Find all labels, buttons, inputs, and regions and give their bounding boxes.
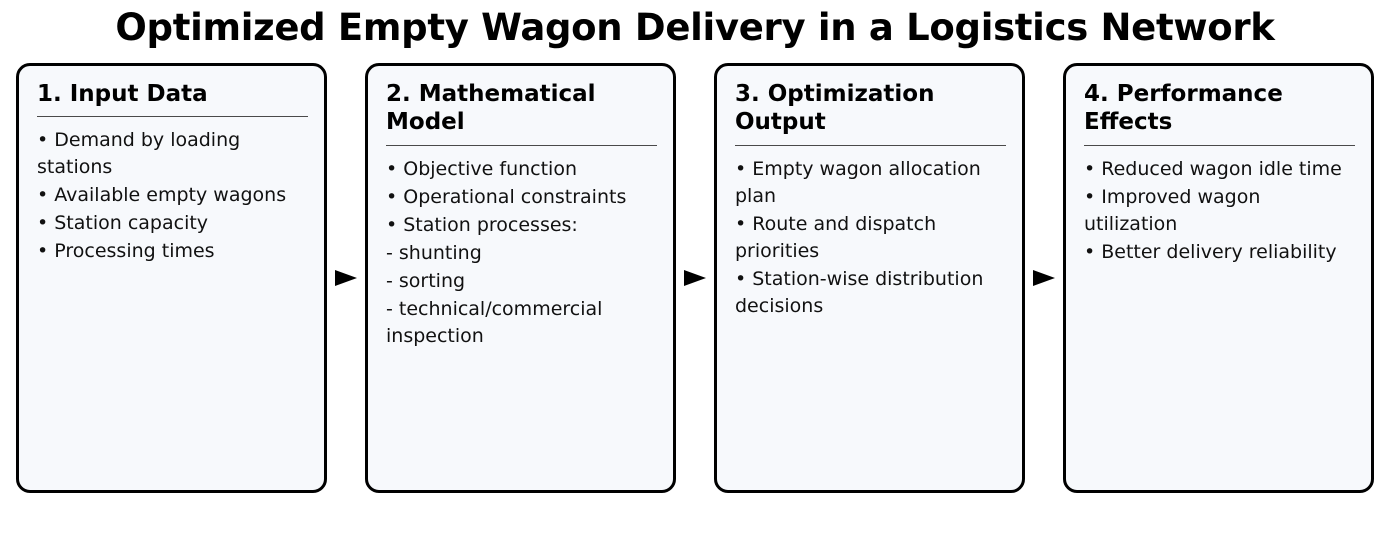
- list-item: - sorting: [386, 270, 466, 293]
- stage-box-input-data: [16, 63, 327, 493]
- heading-divider: [386, 145, 657, 146]
- stage-heading: 4. Performance Effects: [1084, 80, 1283, 136]
- stage-item-list: [386, 156, 657, 351]
- list-item: • Operational constraints: [386, 186, 627, 209]
- arrow-right-icon: [333, 265, 359, 291]
- list-item: - shunting: [386, 242, 482, 265]
- list-item: • Reduced wagon idle time: [1084, 158, 1342, 181]
- arrow-2-to-3: [676, 63, 714, 493]
- arrow-right-icon: [682, 265, 708, 291]
- list-item: • Station processes:: [386, 214, 578, 237]
- list-item: • Station capacity: [37, 212, 209, 235]
- list-item: • Available empty wagons: [37, 184, 287, 207]
- stage-item-list: [1084, 156, 1355, 267]
- list-item: • Demand by loading stations: [37, 129, 241, 179]
- page-title: Optimized Empty Wagon Delivery in a Logistics Network: [115, 6, 1275, 49]
- list-item: • Route and dispatch priorities: [735, 213, 937, 263]
- list-item: • Processing times: [37, 240, 215, 263]
- stage-box-mathematical-model: [365, 63, 676, 493]
- stage-heading: 1. Input Data: [37, 80, 208, 107]
- stage-box-performance-effects: [1063, 63, 1374, 493]
- stage-heading: 2. Mathematical Model: [386, 80, 596, 136]
- list-item: • Improved wagon utilization: [1084, 186, 1261, 236]
- stage-box-optimization-output: [714, 63, 1025, 493]
- stage-item-list: [37, 127, 308, 266]
- list-item: - technical/commercial inspection: [386, 298, 603, 347]
- arrow-right-icon: [1031, 265, 1057, 291]
- arrow-1-to-2: [327, 63, 365, 493]
- list-item: • Objective function: [386, 158, 577, 181]
- heading-divider: [735, 145, 1006, 146]
- heading-divider: [37, 116, 308, 117]
- list-item: • Better delivery reliability: [1084, 241, 1337, 264]
- heading-divider: [1084, 145, 1355, 146]
- stage-item-list: [735, 156, 1006, 321]
- list-item: • Station-wise distribution decisions: [735, 268, 984, 318]
- arrow-3-to-4: [1025, 63, 1063, 493]
- process-flow: [0, 49, 1390, 511]
- stage-heading: 3. Optimization Output: [735, 80, 935, 136]
- list-item: • Empty wagon allocation plan: [735, 158, 981, 208]
